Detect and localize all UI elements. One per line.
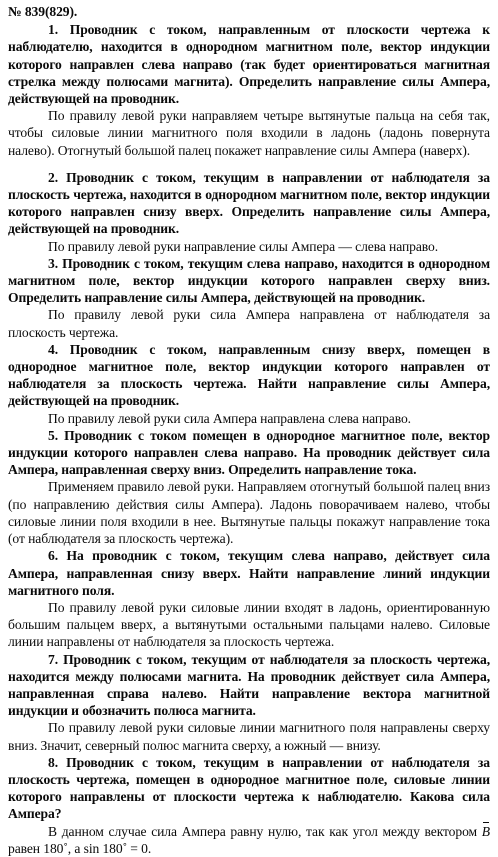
answer-1: По правилу левой руки направляем четыре вытянутые пальца на себя так, чтобы силовые линии магнитного поля входили в ладонь (ладонь повернута налево). Отогнутый большой палец покажет направление силы Ампера (наверх). (8, 108, 490, 158)
answer-8-text-start: В данном случае сила Ампера равну нулю, так как угол между вектором (48, 823, 482, 839)
paragraph-gap (8, 159, 490, 169)
answer-2: По правилу левой руки направление силы Ампера — слева направо. (48, 238, 439, 254)
question-2: 2. Проводник с током, текущим в направлении от наблюдателя за плоскость чертежа, находится в однородном магнитном поле, вектор индукции которого направлен снизу вверх. Определить направление силы Ампера, действующей на проводник. (8, 169, 490, 237)
question-4: 4. Проводник с током, направленным снизу вверх, помещен в однородное магнитное поле, вектор индукции которого направлен от наблюдателя за плоскость чертежа. Найти направление силы Ампера, действующей на проводник. (8, 341, 490, 409)
answer-4: По правилу левой руки сила Ампера направлена слева направо. (48, 410, 411, 426)
answer-8-text-end: равен 180˚, a sin 180˚ = 0. (8, 840, 152, 856)
vector-b-symbol: B (481, 823, 490, 839)
question-3: 3. Проводник с током, текущим слева направо, находится в однородном магнитном поле, вектор индукции которого направлен сверху вниз. Определить направление силы Ампера, действующей на проводник. (8, 255, 490, 306)
answer-8 (8, 823, 490, 857)
answer-5: Применяем правило левой руки. Направляем отогнутый большой палец вниз (по направлению действия силы Ампера). Ладонь поворачиваем налево, чтобы силовые линии поля входили в нее. Вытянутые пальцы покажут направление тока (от наблюдателя за плоскость чертежа). (8, 479, 490, 547)
question-6: 6. На проводник с током, текущим слева направо, действует сила Ампера, направленная снизу вверх. Найти направление линий индукции магнитного поля. (8, 548, 490, 598)
answer-3: По правилу левой руки сила Ампера направлена от наблюдателя за плоскость чертежа. (8, 307, 490, 340)
answer-6: По правилу левой руки силовые линии входят в ладонь, ориентированную большим пальцем вверх, а вытянутыми остальными пальцами налево. Силовые линии направлены от наблюдателя за плоскость чертежа. (8, 599, 490, 650)
page-title: № 839(829). (8, 4, 78, 19)
question-5: 5. Проводник с током помещен в однородное магнитное поле, вектор индукции которого направлен слева направо. На проводник действует сила Ампера, направленная сверху вниз. Определить направление тока. (8, 427, 490, 478)
question-1: 1. Проводник с током, направленным от плоскости чертежа к наблюдателю, находится в однородном магнитном поле, вектор индукции которого направлен слева направо (так будет ориентироваться магнитная стрелка между полюсами магнита). Определить направление силы Ампера, действующей на проводник. (8, 22, 490, 107)
question-7: 7. Проводник с током, текущим от наблюдателя за плоскость чертежа, находится между полюсами магнита. На проводник действует сила Ампера, направленная справа налево. Найти направление вектора магнитной индукции и обозначить полюса магнита. (8, 651, 490, 719)
question-8: 8. Проводник с током, текущим в направлении от наблюдателя за плоскость чертежа, помещен в однородное магнитное поле, силовые линии которого направлены от плоскости чертежа к наблюдателю. Какова сила Ампера? (8, 754, 490, 822)
answer-7: По правилу левой руки силовые линии магнитного поля направлены сверху вниз. Значит, северный полюс магнита сверху, а южный — внизу. (8, 720, 490, 753)
